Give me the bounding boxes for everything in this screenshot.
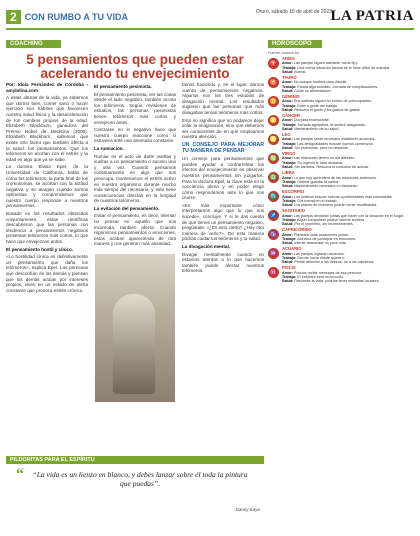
horoscope-item [268, 266, 414, 284]
article-paragraph: A estas alturas de la vida, ya sabemos que dormir bien, comer sano o hacer ejercicio son hábitos que favorecen nuestra salud física y la desaceleración de los cambios propios de la edad. Elizabeth Blackburn, ganadora del Premio Nobel de Medicina (2009), Elizabeth Blackburn, sabemos que existe otro factor que también afecta a la salud: los pensamientos. Que los telómeros se acortan con el estrés y la edad es algo que ya se sabe. [6, 95, 88, 162]
sign-trabajo: Trabajo: Su ingenio le hará destacar. [282, 160, 344, 165]
sign-name: PISCIS [282, 265, 296, 271]
sign-name: CÁNCER [282, 113, 300, 119]
sign-amor: Amor: Las parejas decidirán juntas qué hacer con la situación en el hogar. [282, 213, 404, 218]
sign-name: VIRGO [282, 151, 296, 157]
article [6, 32, 264, 454]
amor-text: Planeará unas vacaciones juntas. [293, 232, 350, 237]
sign-name: LEO [282, 132, 291, 138]
sign-name: CAPRICORNIO [282, 227, 312, 233]
horoscope-text [282, 171, 377, 189]
sign-salud: Salud: Mantenimiento de su salud. [282, 127, 340, 132]
horoscope-text [282, 152, 369, 170]
sign-amor: Amor: Día para enamorarse. [282, 118, 330, 123]
article-column-2 [94, 82, 176, 250]
person-silhouette [113, 294, 155, 394]
horoscope-tag: HORÓSCOPO [268, 40, 322, 48]
sign-name: ARIES [282, 56, 295, 61]
amor-text: Día para enamorarse. [293, 118, 330, 123]
sign-amor: Amor: Las parejas serán necesario establecer acuerdos. [282, 137, 376, 142]
zodiac-icon: ♐ [268, 210, 279, 221]
article-paragraph: Basado en los resultados obtenidos conjuntamente, estas científicas descubrieron que las personas con tendencia a pensamientos negativos presentan telómeros más cortos, lo que hace que envejezcan antes. [6, 211, 88, 245]
masthead-logo: LA PATRIA [330, 8, 414, 24]
amor-text: Sus solteras siguen su rumbo de preocupantes. [293, 99, 372, 104]
zodiac-icon: ♋ [268, 115, 279, 126]
sign-name: ACUARIO [282, 246, 302, 252]
horoscope-item [268, 209, 414, 227]
zodiac-icon: ♍ [268, 153, 279, 164]
trabajo-text: Jornada agotadora, te sentirá desganado. [297, 122, 366, 127]
sign-name: ESCORPIO [282, 189, 305, 195]
salud-text: Sin cambios. Reduzca el consumo de azúcar. [294, 165, 369, 170]
zodiac-icon: ♏ [268, 191, 279, 202]
amor-text: Podrías recibir mensajes de esa persona. [293, 270, 362, 275]
sign-salud: Salud: Sin problemas, pero no descuide. [282, 146, 350, 151]
article-photo [95, 254, 175, 402]
salud-text: Intente descansar un poco más. [294, 241, 347, 246]
article-paragraph: Esto no significa que no podamos dejar volar la imaginación, sino que debemos ser conscientes de en qué empleamos nuestra atención. [182, 117, 264, 140]
salud-text: Sin problemas, pero no descuide. [294, 146, 350, 151]
amor-text: Las parejas decidirán juntas qué hacer con la situación en el hogar. [293, 213, 404, 218]
zodiac-icon: ♒ [268, 248, 279, 259]
horoscope-item [268, 190, 414, 208]
trabajo-text: Una nueva situación laboral se le hace difícil de manejar. [297, 65, 391, 70]
salud-text: Reduzca el gusto y los gastos de gastar. [294, 108, 361, 113]
sign-trabajo: Trabajo: Decide hacia dónde quiere ir. [282, 255, 346, 260]
sign-trabajo: Trabajo: Abertura de participar en reuniones. [282, 236, 357, 241]
horoscope-text [282, 247, 374, 265]
sign-trabajo: Trabajo: Deberá guardar la calma. [282, 179, 339, 184]
issue-date: Oruro, sábado 15 de abril de 2023 [255, 9, 332, 15]
amor-text: Lo que hoy aprenderá de las relaciones anteriores. [293, 175, 378, 180]
horoscope-item [268, 171, 414, 189]
zodiac-icon: ♎ [268, 172, 279, 183]
trabajo-text: Deberá guardar la calma. [297, 179, 339, 184]
article-paragraph: La doctora Elissa Epel, de la Universidad de California, habla de cómo los telómeros, la parte final de los cromosomas, se acortan con la actitud negativa y se alargan cuando somos optimistas y comprendemos que nuestro cuerpo responde a nuestros pensamientos. [6, 164, 88, 209]
zodiac-icon: ♉ [268, 77, 279, 88]
article-paragraph: El pensamiento pesimista, ver las cosas desde el lado negativo, también acorta los telómeros. Según revisiones de estudios, las personas pesimistas tienen telómeros más cortos y envejecen antes. [94, 91, 176, 125]
article-paragraph: Divagar mentalmente cuando no estamos atentos a lo que hacemos también puede afectar nuestros telómeros. [182, 251, 264, 274]
pildoritas-author: Danny Kaye [235, 507, 260, 512]
sign-salud: Salud: Cuide su alimentación. [282, 89, 332, 94]
article-column-1 [6, 82, 88, 295]
section-title: CON RUMBO A TU VIDA [24, 12, 129, 22]
article-subhead: La divagación mental. [182, 244, 230, 250]
article-subhead: La evitación del pensamiento. [94, 205, 160, 211]
horoscope-text [282, 190, 393, 208]
sign-amor: Amor: Podrías recibir mensajes de esa persona. [282, 270, 362, 275]
salud-text: Por el momento, sin inconvenientes. [294, 222, 354, 227]
amor-text: Los solteros buscan nuevas oportunidades más entusiastas. [293, 194, 393, 199]
amor-text: Las parejas lograrán acuerdos. [293, 251, 345, 256]
horoscope-item [268, 114, 414, 132]
article-paragraph: Rumiar es el acto de darle vueltas y vueltas a un pensamiento o suceso una y otra vez. Cuando pensamos continuamente en algo que nos preocupa, mantenemos el estrés activo en nuestro organismo durante mucho más tiempo del necesario, y esto tiene consecuencias directas en la longitud de nuestros telómeros. [94, 153, 176, 204]
salud-text: Los planes de inversión podrán verse modificados. [294, 203, 378, 208]
zodiac-icon: ♓ [268, 267, 279, 278]
horoscope-text [282, 266, 380, 284]
sign-salud: Salud: Por el momento, sin inconvenientes. [282, 222, 354, 227]
pildoritas-quote: “La vida es un lienzo en blanco, y debes lanzar sobre él toda la pintura que puedas”. [32, 470, 248, 488]
sign-amor: Amor: Las parejas siguen adelante, ruma 9p). [282, 61, 358, 66]
amor-text: Las relaciones tienen un día alterado. [293, 156, 356, 161]
pildoritas-banner: PILDORITAS PARA EL ESPÍRITU [6, 456, 264, 464]
horoscope-item [268, 228, 414, 246]
quote-mark-icon: “ [16, 466, 24, 483]
header-divider [6, 28, 414, 30]
trabajo-text: Estará algo sobrado. Jornada de complicaciones. [297, 84, 379, 89]
salud-text: Cuide su alimentación. [294, 89, 332, 94]
amor-text: No busque motivos para discutir. [293, 80, 348, 85]
sign-name: TAURO [282, 75, 297, 81]
horoscope-item [268, 57, 414, 75]
salud-text: Descanse la vista, podrías tener molestias oculares. [294, 279, 380, 284]
article-paragraph: «Es más importante cómo interpretamos algo que lo que nos sucede», concluye. Y si te das cuenta de que tienes un pensamiento negativo, pregúntate: «¿Es esto cierto? ¿Hay otra manera de verlo?». De esta manera podrás cuidar tus telómeros y tu salud. [182, 202, 264, 242]
article-subhead: El pensamiento hostil y cínico. [6, 246, 74, 252]
sign-amor: Amor: Sus solteras siguen su rumbo de preocupantes. [282, 99, 372, 104]
sign-amor: Amor: Las relaciones tienen un día alterado. [282, 156, 356, 161]
horoscope-text [282, 76, 378, 94]
sign-trabajo: Trabajo: Evite a gente del trabajo. [282, 103, 339, 108]
article-subhead: La rumiación. [94, 145, 124, 151]
zodiac-icon: ♑ [268, 229, 279, 240]
horoscope-text [282, 57, 390, 75]
sign-trabajo: Trabajo: Las desigualdades buscan nuevos comienzos. [282, 141, 374, 146]
page-number: 2 [6, 10, 21, 24]
horoscope-item [268, 95, 414, 113]
trabajo-text: Día normal en el trabajo. [297, 198, 338, 203]
article-column-3 [182, 82, 264, 276]
sign-trabajo: Trabajo: El esfuerzo será reconocido. [282, 274, 345, 279]
zodiac-icon: ♈ [268, 58, 279, 69]
horoscope-text [282, 95, 372, 113]
sign-amor: Amor: Los solteros buscan nuevas oportunidades más entusiastas. [282, 194, 393, 199]
trabajo-text: Algún compañero podría hacerle sombra. [297, 217, 366, 222]
sign-salud: Salud: Reduzca el gusto y los gastos de gastar. [282, 108, 361, 113]
article-paragraph: Centrarse en lo negativo hace que nuestro cuerpo reaccione como si estuviera ante una amenaza constante. [94, 127, 176, 144]
horoscope-text [282, 209, 404, 227]
sign-amor: Amor: No busque motivos para discutir. [282, 80, 348, 85]
sign-salud: Salud: Descanse la vista, podrías tener molestias oculares. [282, 279, 380, 284]
sign-salud: Salud: Buena. [282, 70, 306, 75]
sign-trabajo: Trabajo: Estará algo sobrado. Jornada de complicaciones. [282, 84, 379, 89]
salud-text: Mantenimiento necesario en descanso. [294, 184, 359, 189]
sign-amor: Amor: Lo que hoy aprenderá de las relaciones anteriores. [282, 175, 378, 180]
sign-salud: Salud: Los planes de inversión podrán verse modificados. [282, 203, 378, 208]
article-subhead-highlight: UN CONSEJO PARA MEJORAR TU MANERA DE PENSAR [182, 141, 264, 154]
trabajo-text: Las desigualdades buscan nuevos comienzos. [297, 141, 374, 146]
horoscope-item [268, 76, 414, 94]
article-paragraph: tamos haciendo y, en el lugar, darnos cuenta de pensamientos negativos. Algunos son los tres estudios de divagación mental. Los resultados sugieren que las personas que más divagaban tenían telómeros más cortos. [182, 82, 264, 115]
amor-text: Las parejas siguen adelante, ruma 9p). [293, 61, 358, 66]
salud-text: Mantenimiento de su salud. [294, 127, 340, 132]
article-paragraph: Evitar el pensamiento, es decir, intentar no pensar en aquello que nos incomoda, también afecta. Cuando reprimimos pensamientos o emociones, estos acaban apareciendo de otra manera y nos generan más ansiedad. [94, 213, 176, 247]
horoscope-text [282, 228, 356, 246]
sign-salud: Salud: Preste atención a los deseos, no a los caprichos. [282, 260, 375, 265]
trabajo-text: El esfuerzo será reconocido. [297, 274, 345, 279]
trabajo-text: Decide hacia dónde quiere ir. [297, 255, 346, 260]
article-headline: 5 pensamientos que pueden estar acelerando tu envejecimiento [26, 52, 244, 81]
salud-text: Buena. [294, 70, 306, 75]
sign-salud: Salud: Intente descansar un poco más. [282, 241, 347, 246]
salud-text: Preste atención a los deseos, no a los caprichos. [294, 260, 375, 265]
sign-name: LIBRA [282, 170, 295, 176]
article-subhead: El pensamiento pesimista. [94, 84, 152, 89]
trabajo-text: Abertura de participar en reuniones. [297, 236, 357, 241]
article-paragraph: Un consejo para pensamientos que pueden ayudar a contrarrestar los efectos del envejecimiento es observar nuestros pensamientos sin juzgarlos. Para la doctora Epel, la clave está en la conciencia plena y en poder elegir cómo respondemos ante lo que nos ocurre. [182, 156, 264, 201]
sign-name: SAGITARIO [282, 208, 305, 214]
horoscope-item [268, 133, 414, 151]
horoscope-item [268, 247, 414, 265]
zodiac-icon: ♌ [268, 134, 279, 145]
sign-name: GÉMINIS [282, 94, 300, 100]
article-byline: Por: Idoia Fernández de Córdoba - amylolina.com [6, 82, 88, 93]
horoscope-source: Fuente: sonoss.es [268, 51, 300, 55]
horoscope-section [268, 32, 414, 532]
amor-text: Las parejas serán necesario establecer acuerdos. [293, 137, 376, 142]
article-paragraph: «Lo hostilidad cínica es definitivamente un pensamiento que daña los telómeros», explica Epel. Las personas que desconfían de los demás y piensan que los demás actúan por intereses propios, viven en un estado de alerta constante que provoca estrés crónico. [6, 254, 88, 293]
sign-amor: Amor: Planeará unas vacaciones juntas. [282, 232, 350, 237]
sign-trabajo: Trabajo: Día normal en el trabajo. [282, 198, 338, 203]
trabajo-text: Evite a gente del trabajo. [297, 103, 339, 108]
sign-trabajo: Trabajo: Jornada agotadora, te sentirá desganado. [282, 122, 366, 127]
horoscope-text [282, 133, 375, 151]
horoscope-list [268, 57, 414, 284]
sign-trabajo: Trabajo: Algún compañero podría hacerle sombra. [282, 217, 366, 222]
zodiac-icon: ♊ [268, 96, 279, 107]
sign-salud: Salud: Sin cambios. Reduzca el consumo de azúcar. [282, 165, 369, 170]
horoscope-text [282, 114, 366, 132]
sign-amor: Amor: Las parejas lograrán acuerdos. [282, 251, 345, 256]
trabajo-text: Su ingenio le hará destacar. [297, 160, 344, 165]
sign-salud: Salud: Mantenimiento necesario en descanso. [282, 184, 359, 189]
article-tag: COACHING [6, 40, 61, 48]
horoscope-item [268, 152, 414, 170]
sign-trabajo: Trabajo: Una nueva situación laboral se le hace difícil de manejar. [282, 65, 391, 70]
